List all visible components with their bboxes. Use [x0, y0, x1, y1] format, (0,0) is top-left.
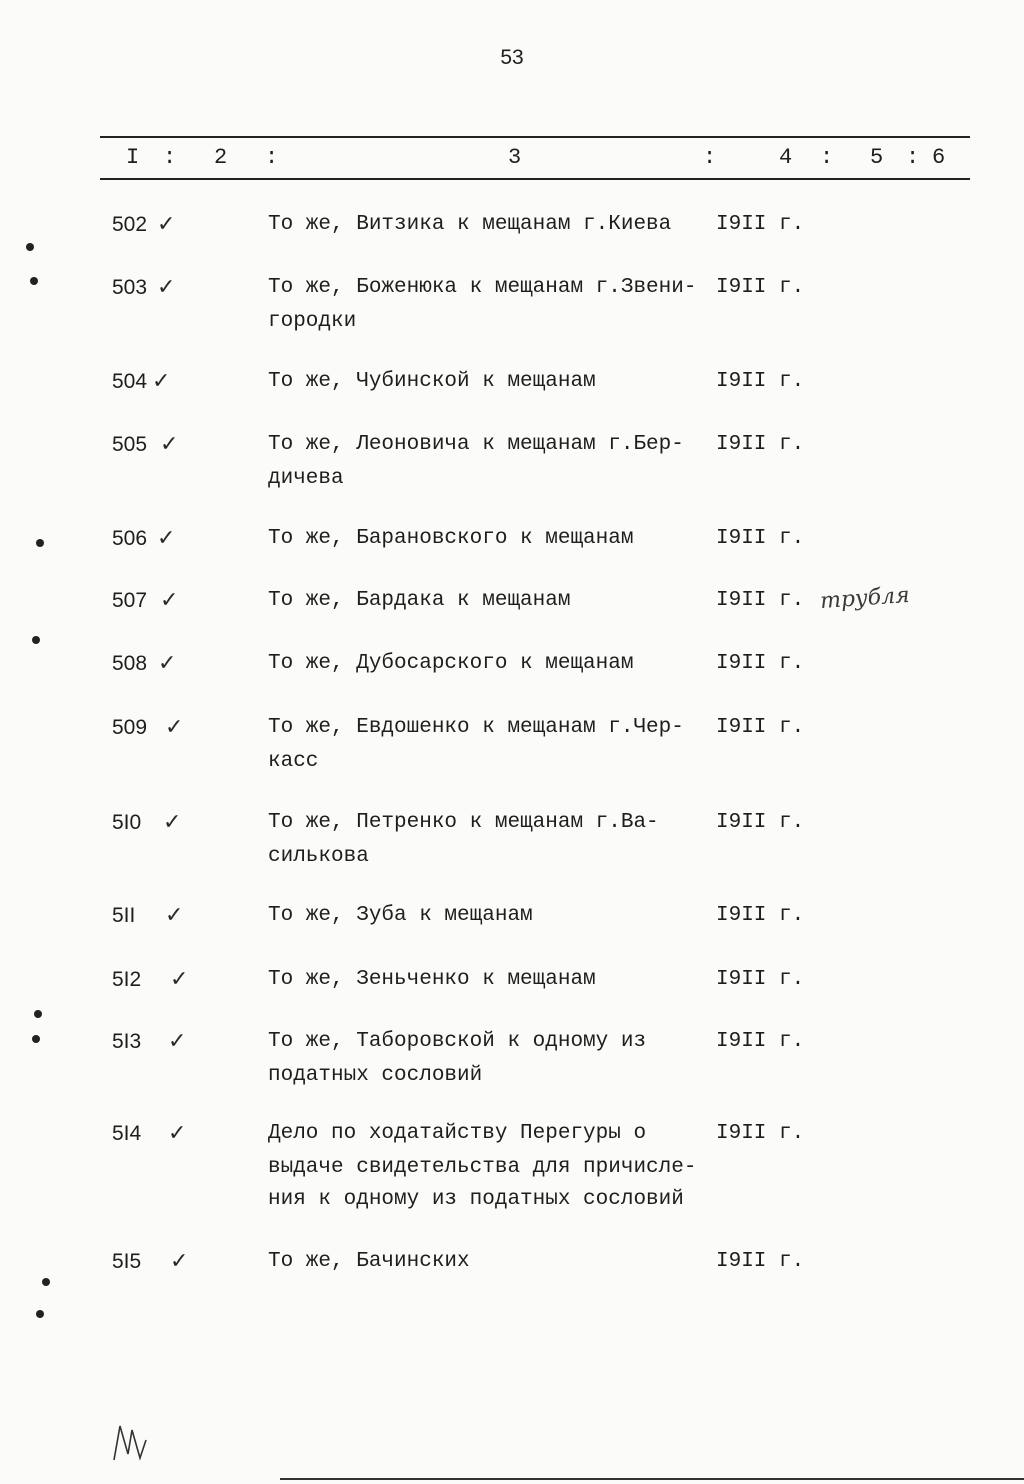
header-bottom-rule: [100, 178, 970, 180]
check-mark-icon: ✓: [160, 432, 179, 457]
punch-hole-mark: [36, 539, 44, 547]
column-header-5: 5: [870, 145, 886, 170]
entry-title: То же, Евдошенко к мещанам г.Чер-: [268, 716, 684, 739]
entry-year: I9II г.: [716, 370, 805, 393]
entry-title: То же, Леоновича к мещанам г.Бер-: [268, 433, 684, 456]
punch-hole-mark: [30, 277, 38, 285]
check-mark-icon: ✓: [168, 1121, 187, 1146]
header-top-rule: [100, 136, 970, 138]
column-header-6: 6: [932, 145, 948, 170]
check-mark-icon: ✓: [170, 1249, 189, 1274]
entry-number: 5I4: [112, 1122, 142, 1145]
entry-title-continuation: силькова: [268, 845, 369, 868]
entry-year: I9II г.: [716, 968, 805, 991]
entry-year: I9II г.: [716, 589, 805, 612]
entry-year: I9II г.: [716, 276, 805, 299]
entry-title: То же, Зеньченко к мещанам: [268, 968, 596, 991]
signature-mark-icon: [110, 1420, 150, 1466]
entry-title: То же, Бачинских: [268, 1250, 470, 1273]
entry-number: 508: [112, 652, 148, 675]
check-mark-icon: ✓: [160, 588, 179, 613]
column-separator: :: [820, 145, 836, 170]
entry-number: 507: [112, 589, 148, 612]
punch-hole-mark: [34, 1010, 42, 1018]
entry-number: 504: [112, 370, 148, 393]
check-mark-icon: ✓: [158, 651, 177, 676]
entry-year: I9II г.: [716, 652, 805, 675]
column-header-1: I: [126, 145, 142, 170]
entry-number: 505: [112, 433, 148, 456]
check-mark-icon: ✓: [157, 526, 176, 551]
column-header-2: 2: [214, 145, 230, 170]
entry-year: I9II г.: [716, 811, 805, 834]
entry-title: То же, Петренко к мещанам г.Ва-: [268, 811, 659, 834]
entry-year: I9II г.: [716, 1122, 805, 1145]
entry-title: То же, Таборовской к одному из: [268, 1030, 647, 1053]
entry-title-continuation: ния к одному из податных сословий: [268, 1188, 684, 1211]
check-mark-icon: ✓: [152, 369, 171, 394]
punch-hole-mark: [32, 1035, 40, 1043]
entry-number: 502: [112, 213, 148, 236]
column-separator: :: [906, 145, 922, 170]
entry-number: 5I0: [112, 811, 142, 834]
column-header-4: 4: [779, 145, 795, 170]
entry-title: То же, Зуба к мещанам: [268, 904, 533, 927]
column-separator: :: [703, 145, 719, 170]
check-mark-icon: ✓: [165, 715, 184, 740]
entry-number: 506: [112, 527, 148, 550]
punch-hole-mark: [32, 636, 40, 644]
entry-title-continuation: выдаче свидетельства для причисле-: [268, 1156, 697, 1179]
entry-title: То же, Барановского к мещанам: [268, 527, 634, 550]
punch-hole-mark: [42, 1278, 50, 1286]
punch-hole-mark: [36, 1310, 44, 1318]
entry-number: 503: [112, 276, 148, 299]
entry-number: 5II: [112, 904, 136, 927]
check-mark-icon: ✓: [163, 810, 182, 835]
entry-title: То же, Витзика к мещанам г.Киева: [268, 213, 672, 236]
entry-year: I9II г.: [716, 1030, 805, 1053]
entry-number: 5I2: [112, 968, 142, 991]
column-separator: :: [265, 145, 281, 170]
entry-year: I9II г.: [716, 527, 805, 550]
entry-title: То же, Бардака к мещанам: [268, 589, 571, 612]
bottom-rule: [280, 1478, 1024, 1480]
column-separator: :: [163, 145, 179, 170]
entry-title: То же, Чубинской к мещанам: [268, 370, 596, 393]
check-mark-icon: ✓: [165, 903, 184, 928]
entry-title: То же, Боженюка к мещанам г.Звени-: [268, 276, 697, 299]
punch-hole-mark: [26, 243, 34, 251]
handwritten-note: трубля: [819, 582, 911, 615]
entry-title-continuation: городки: [268, 310, 357, 333]
entry-year: I9II г.: [716, 904, 805, 927]
entry-title-continuation: податных сословий: [268, 1064, 483, 1087]
entry-title-continuation: касс: [268, 750, 319, 773]
entry-year: I9II г.: [716, 213, 805, 236]
check-mark-icon: ✓: [157, 212, 176, 237]
check-mark-icon: ✓: [168, 1029, 187, 1054]
entry-number: 5I5: [112, 1250, 142, 1273]
entry-title: Дело по ходатайству Перегуры о: [268, 1122, 647, 1145]
entry-year: I9II г.: [716, 1250, 805, 1273]
entry-number: 5I3: [112, 1030, 142, 1053]
entry-year: I9II г.: [716, 433, 805, 456]
check-mark-icon: ✓: [157, 275, 176, 300]
entry-title-continuation: дичева: [268, 467, 344, 490]
page-number: 53: [500, 46, 524, 69]
entry-year: I9II г.: [716, 716, 805, 739]
entry-number: 509: [112, 716, 148, 739]
column-header-3: 3: [508, 145, 524, 170]
entry-title: То же, Дубосарского к мещанам: [268, 652, 634, 675]
check-mark-icon: ✓: [170, 967, 189, 992]
